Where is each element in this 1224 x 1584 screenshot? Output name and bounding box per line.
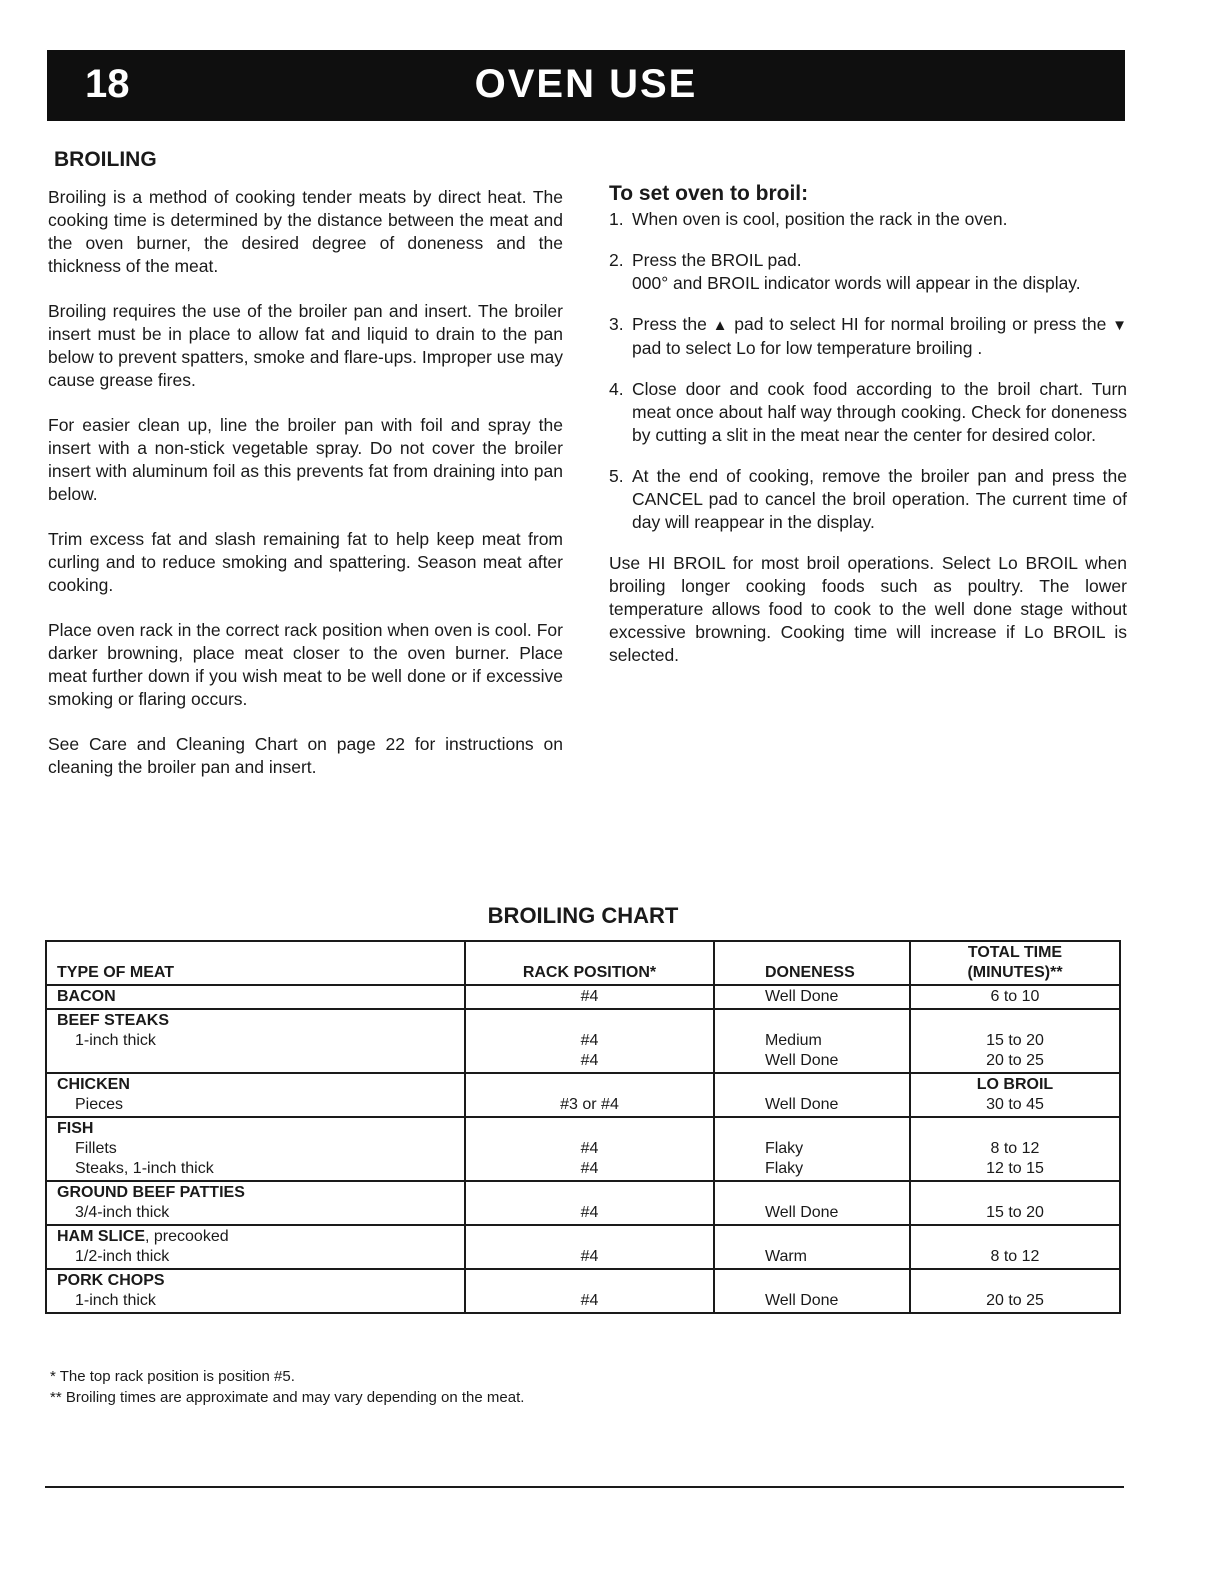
column-header: RACK POSITION* [465, 941, 714, 985]
table-header-row [46, 941, 1120, 985]
footnote: ** Broiling times are approximate and may vary depending on the meat. [50, 1389, 525, 1406]
step-item: 5. At the end of cooking, remove the broiler pan and press the CANCEL pad to cancel the broil operation. The current time of day will reappear in the display. [609, 466, 1127, 532]
step-item: 4. Close door and cook food according to the broil chart. Turn meat once about half way through cooking. Check for doneness by cutting a slit in the meat near the center for desired color. [609, 379, 1127, 445]
paragraph: Trim excess fat and slash remaining fat to help keep meat from curling and to reduce smoking and spattering. Season meat after cooking. [48, 529, 563, 595]
paragraph: Place oven rack in the correct rack position when oven is cool. For darker browning, place meat closer to the oven burner. Place meat further down if you wish meat to be well done or if excessive smoking or flaring occurs. [48, 620, 563, 709]
page-header [47, 50, 1125, 121]
broiling-intro-column [48, 148, 563, 801]
table-row: BACON #4 Well Done 6 to 10 [46, 985, 1120, 1009]
section-title: OVEN USE [474, 62, 698, 106]
table-row: CHICKEN Pieces #3 or #4 Well Done LO BROIL 30 to 45 [46, 1073, 1120, 1117]
broiling-chart [45, 940, 1121, 1314]
table-row: PORK CHOPS 1-inch thick #4 Well Done 20 to 25 [46, 1269, 1120, 1313]
page-number: 18 [85, 62, 130, 106]
column-header: TYPE OF MEAT [46, 941, 465, 985]
column-header: DONENESS [714, 941, 910, 985]
set-broil-heading: To set oven to broil: [609, 182, 809, 205]
chart-footnotes [50, 1366, 524, 1408]
paragraph: For easier clean up, line the broiler pan with foil and spray the insert with a non-stick vegetable spray. Do not cover the broiler insert with aluminum foil as this prevents fat from draining into pan below. [48, 415, 563, 504]
table-row: HAM SLICE, precooked 1/2-inch thick #4 Warm 8 to 12 [46, 1225, 1120, 1269]
step-item: 1. When oven is cool, position the rack in the oven. [609, 209, 1008, 229]
column-header: TOTAL TIME (MINUTES)** [910, 941, 1120, 985]
broil-steps [609, 208, 1127, 534]
broil-mode-note: Use HI BROIL for most broil operations. Select Lo BROIL when broiling longer cooking foods such as poultry. The lower temperature allows food to cook to the well done stage without excessive browning. Cooking time will increase if Lo BROIL is selected. [609, 553, 1127, 665]
table-row: GROUND BEEF PATTIES 3/4-inch thick #4 Well Done 15 to 20 [46, 1181, 1120, 1225]
broil-instructions-column [609, 182, 1127, 689]
up-arrow-icon: ▲ [712, 317, 729, 334]
paragraph: See Care and Cleaning Chart on page 22 for instructions on cleaning the broiler pan and insert. [48, 734, 563, 777]
table-row: BEEF STEAKS 1-inch thick #4 #4 Medium Well Done 15 to 20 20 to 25 [46, 1009, 1120, 1073]
broiling-heading: BROILING [54, 148, 157, 171]
paragraph: Broiling requires the use of the broiler pan and insert. The broiler insert must be in place to allow fat and liquid to drain to the pan below to prevent spatters, smoke and flare-ups. Improper use may cause grease fires. [48, 301, 563, 390]
step-item: 2. Press the BROIL pad. 000° and BROIL indicator words will appear in the display. [609, 250, 1081, 293]
down-arrow-icon: ▼ [1112, 317, 1127, 334]
table-row: FISH Fillets Steaks, 1-inch thick #4 #4 Flaky Flaky 8 to 12 12 to 15 [46, 1117, 1120, 1181]
paragraph: Broiling is a method of cooking tender meats by direct heat. The cooking time is determined by the distance between the meat and the oven burner, the desired degree of doneness and the thickness of the meat. [48, 187, 563, 276]
step-item: 3. Press the ▲ pad to select HI for normal broiling or press the ▼ pad to select Lo for low temperature broiling . [609, 314, 1127, 358]
footnote: * The top rack position is position #5. [50, 1368, 295, 1385]
footer-divider [45, 1486, 1124, 1488]
broiling-chart-title: BROILING CHART [487, 903, 679, 928]
